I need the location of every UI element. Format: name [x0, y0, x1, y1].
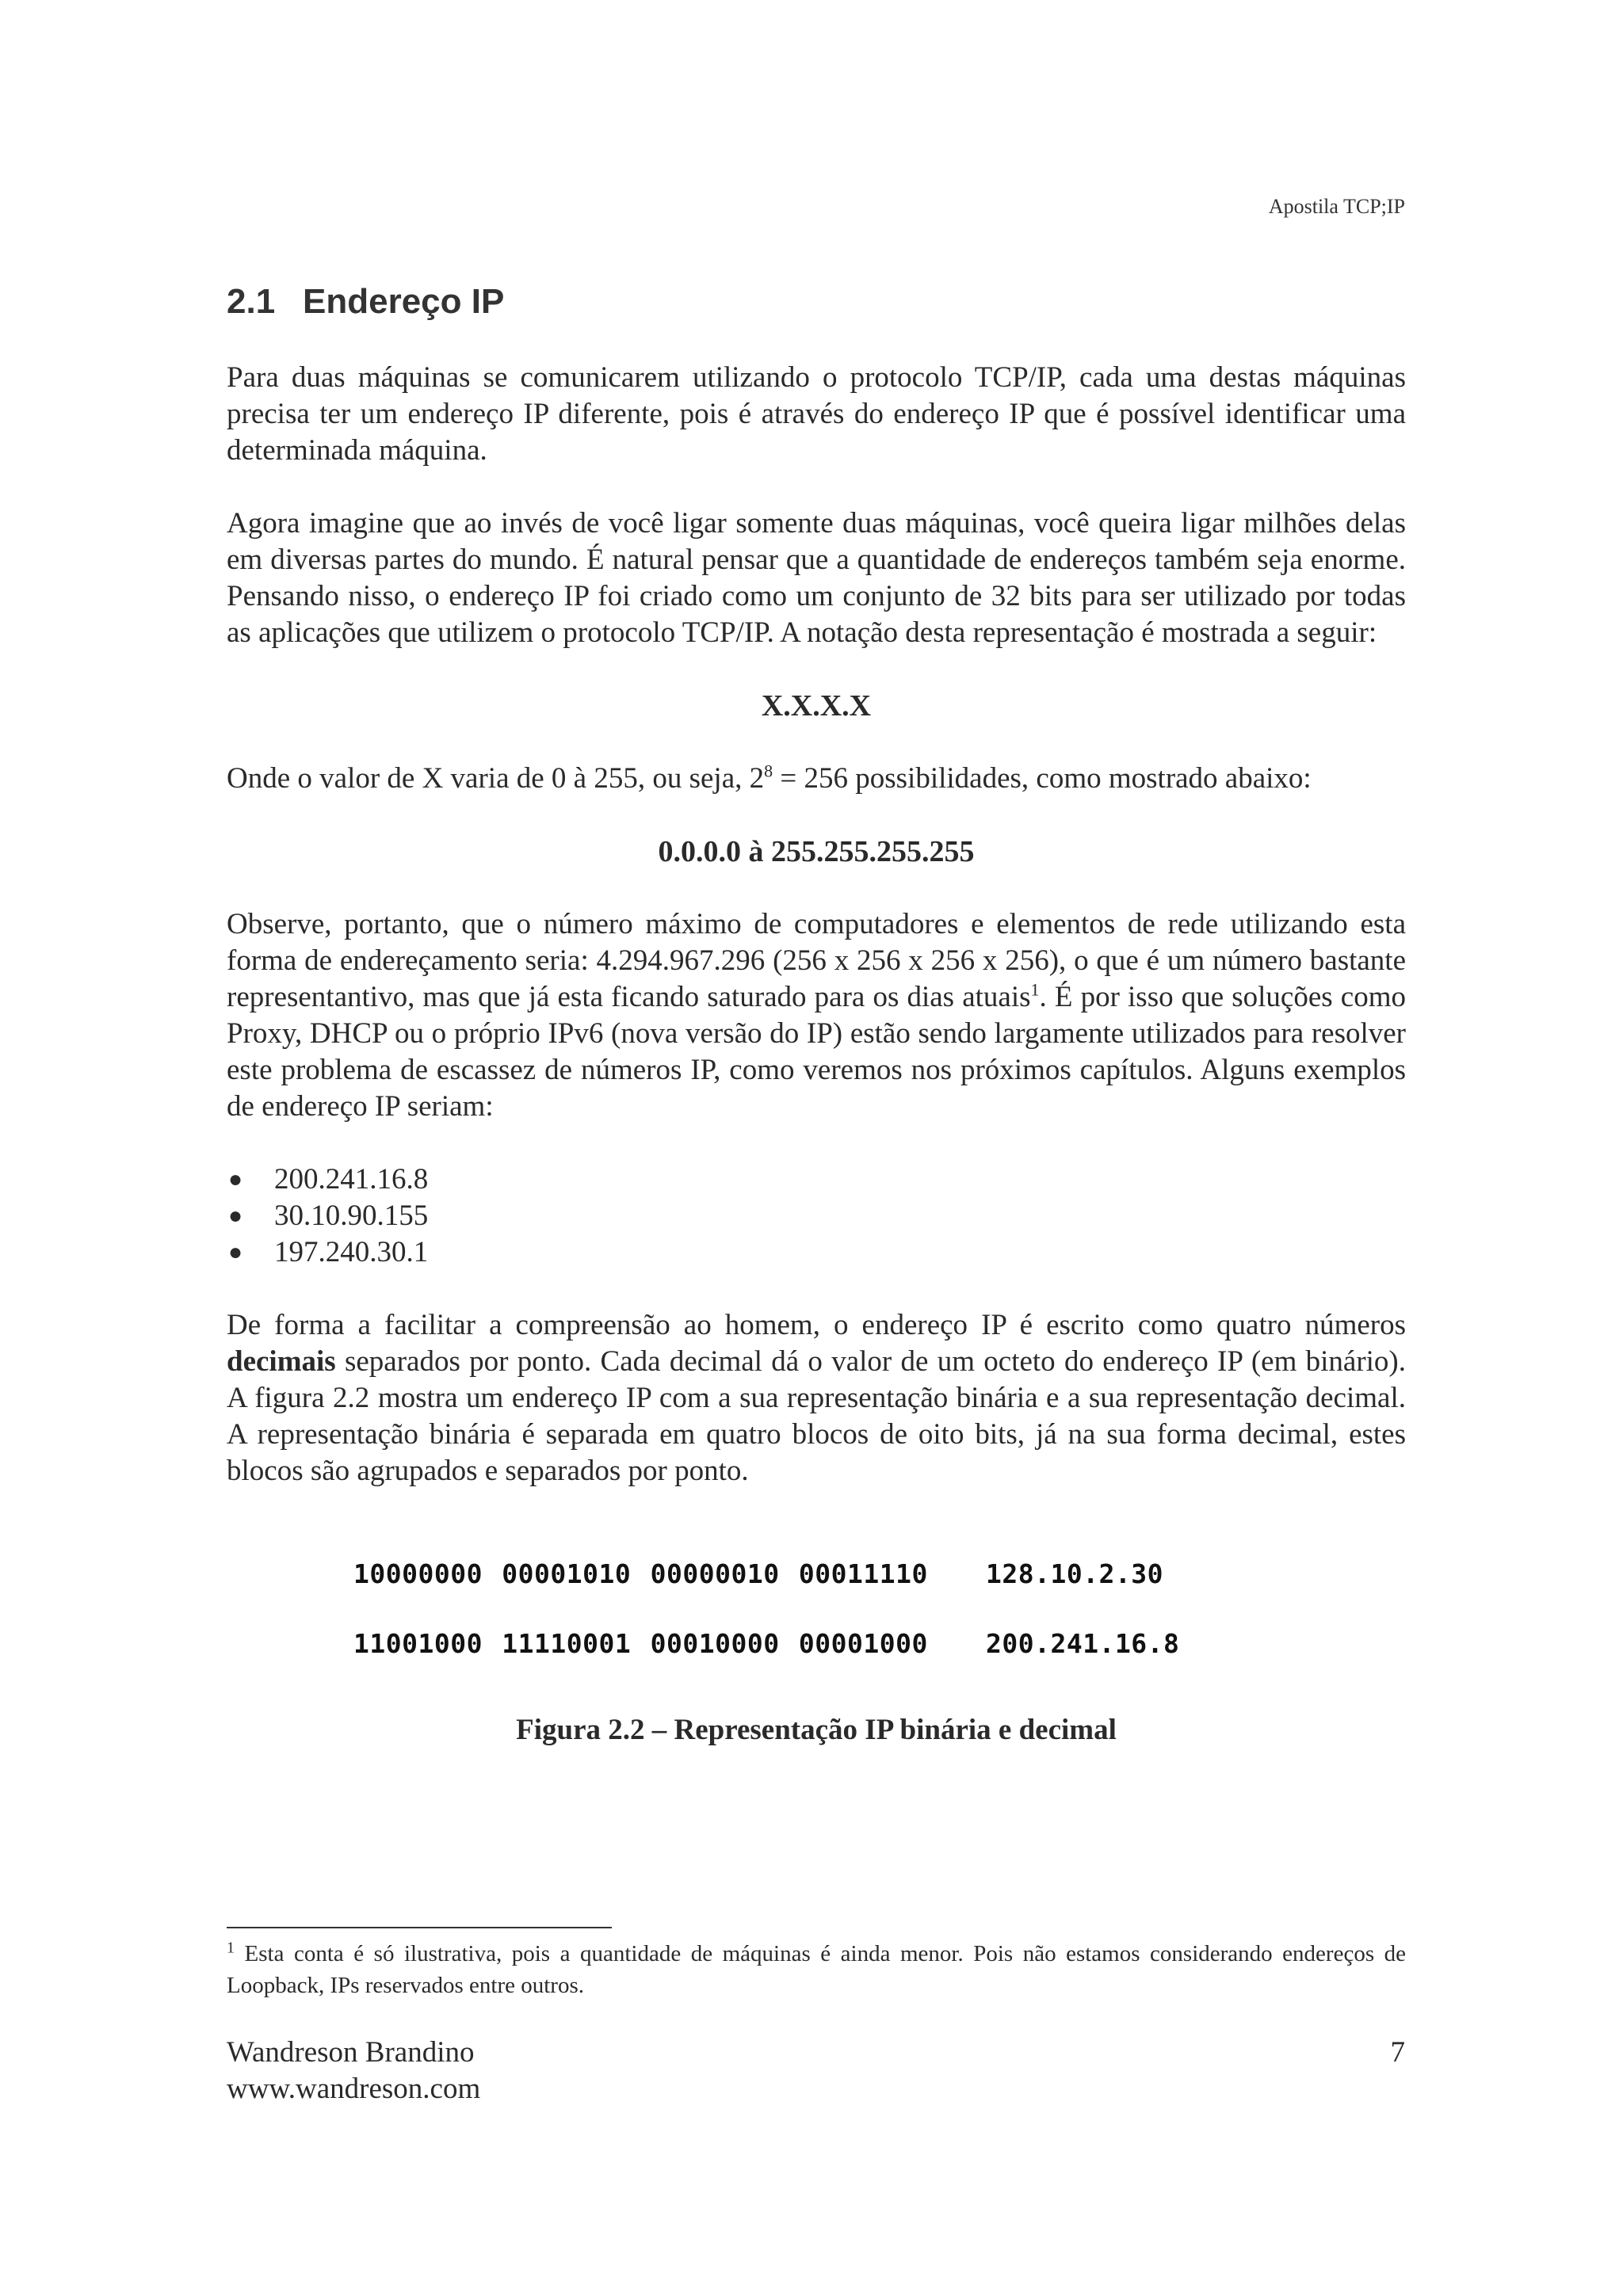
- footnote: [227, 1938, 1406, 2001]
- footnote-marker: 1: [227, 1939, 235, 1957]
- paragraph-5: [227, 1307, 1406, 1489]
- paragraph-5-text-a: De forma a facilitar a compreensão ao homem, o endereço IP é escrito como quatro números: [227, 1309, 1406, 1341]
- section-heading: [227, 282, 1406, 322]
- paragraph-4-text-b: . É por isso que soluções como Proxy, DHCP ou o próprio IPv6 (nova versão do IP) estão sendo largamente utilizados para resolver este problema de escassez de números IP, como veremos nos próximos capítulos. Alguns exemplos de endereço IP seriam:: [227, 981, 1406, 1123]
- paragraph-3: [227, 761, 1406, 797]
- footnote-reference: 1: [1030, 979, 1040, 1000]
- exponent: 8: [764, 761, 773, 781]
- footnote-divider: [227, 1927, 612, 1928]
- paragraph-3-text-b: = 256 possibilidades, como mostrado abaixo:: [773, 762, 1312, 795]
- page-number: 7: [1390, 2036, 1405, 2069]
- list-item: [227, 1198, 1406, 1234]
- binary-value: 10000000 00001010 00000010 00011110: [353, 1558, 928, 1589]
- bold-term: decimais: [227, 1345, 336, 1378]
- figure-row: [353, 1551, 1406, 1596]
- paragraph-4-text-a: Observe, portanto, que o número máximo de computadores e elementos de rede utilizando esta forma de endereçamento seria: 4.294.967.296 (256 x 256 x 256 x 256), o que é um número bastante representantivo, mas que já esta ficando saturado para os dias atuais: [227, 908, 1406, 1013]
- decimal-value: 200.241.16.8: [986, 1627, 1180, 1659]
- decimal-value: 128.10.2.30: [986, 1558, 1164, 1589]
- footer-website: www.wandreson.com: [227, 2073, 481, 2105]
- list-item: [227, 1234, 1406, 1271]
- running-header: Apostila TCP;IP: [1268, 195, 1405, 218]
- figure-caption: Figura 2.2 – Representação IP binária e decimal: [516, 1714, 1117, 1746]
- section-title: Endereço IP: [303, 282, 505, 321]
- ip-notation: X.X.X.X: [761, 689, 872, 723]
- footer-author-block: [227, 2035, 480, 2107]
- paragraph-5-text-b: separados por ponto. Cada decimal dá o valor de um octeto do endereço IP (em binário). A figura 2.2 mostra um endereço IP com a sua representação binária e a sua representação decimal. A representação binária é separada em quatro blocos de oito bits, já na sua forma decimal, estes blocos são agrupados e separados por ponto.: [227, 1345, 1406, 1487]
- section-number: 2.1: [227, 282, 276, 321]
- paragraph-2: Agora imagine que ao invés de você ligar somente duas máquinas, você queira ligar milhões delas em diversas partes do mundo. É natural pensar que a quantidade de endereços também seja enorme. Pensando nisso, o endereço IP foi criado como um conjunto de 32 bits para ser utilizado por todas as aplicações que utilizem o protocolo TCP/IP. A notação desta representação é mostrada a seguir:: [227, 507, 1406, 649]
- bullet-icon: ●: [228, 1239, 243, 1265]
- bullet-icon: ●: [228, 1203, 243, 1229]
- figure-row: [353, 1621, 1406, 1665]
- ip-range: 0.0.0.0 à 255.255.255.255: [658, 835, 975, 868]
- footer-author: Wandreson Brandino: [227, 2036, 475, 2069]
- list-item-text: 30.10.90.155: [274, 1199, 429, 1232]
- list-item-text: 197.240.30.1: [274, 1236, 429, 1268]
- paragraph-3-text-a: Onde o valor de X varia de 0 à 255, ou seja, 2: [227, 762, 765, 795]
- bullet-icon: ●: [228, 1166, 243, 1192]
- list-item: [227, 1161, 1406, 1198]
- list-item-text: 200.241.16.8: [274, 1163, 429, 1196]
- page-body: [227, 282, 1406, 1747]
- paragraph-1: Para duas máquinas se comunicarem utilizando o protocolo TCP/IP, cada uma destas máquinas precisa ter um endereço IP diferente, pois é através do endereço IP que é possível identificar uma determinada máquina.: [227, 361, 1406, 467]
- binary-value: 11001000 11110001 00010000 00001000: [353, 1627, 928, 1659]
- ip-examples-list: [227, 1161, 1406, 1271]
- paragraph-4: [227, 906, 1406, 1125]
- figure-ip-representation: [353, 1551, 1406, 1665]
- footnote-text: Esta conta é só ilustrativa, pois a quantidade de máquinas é ainda menor. Pois não estamos considerando endereços de Loopback, IPs reservados entre outros.: [227, 1941, 1406, 1998]
